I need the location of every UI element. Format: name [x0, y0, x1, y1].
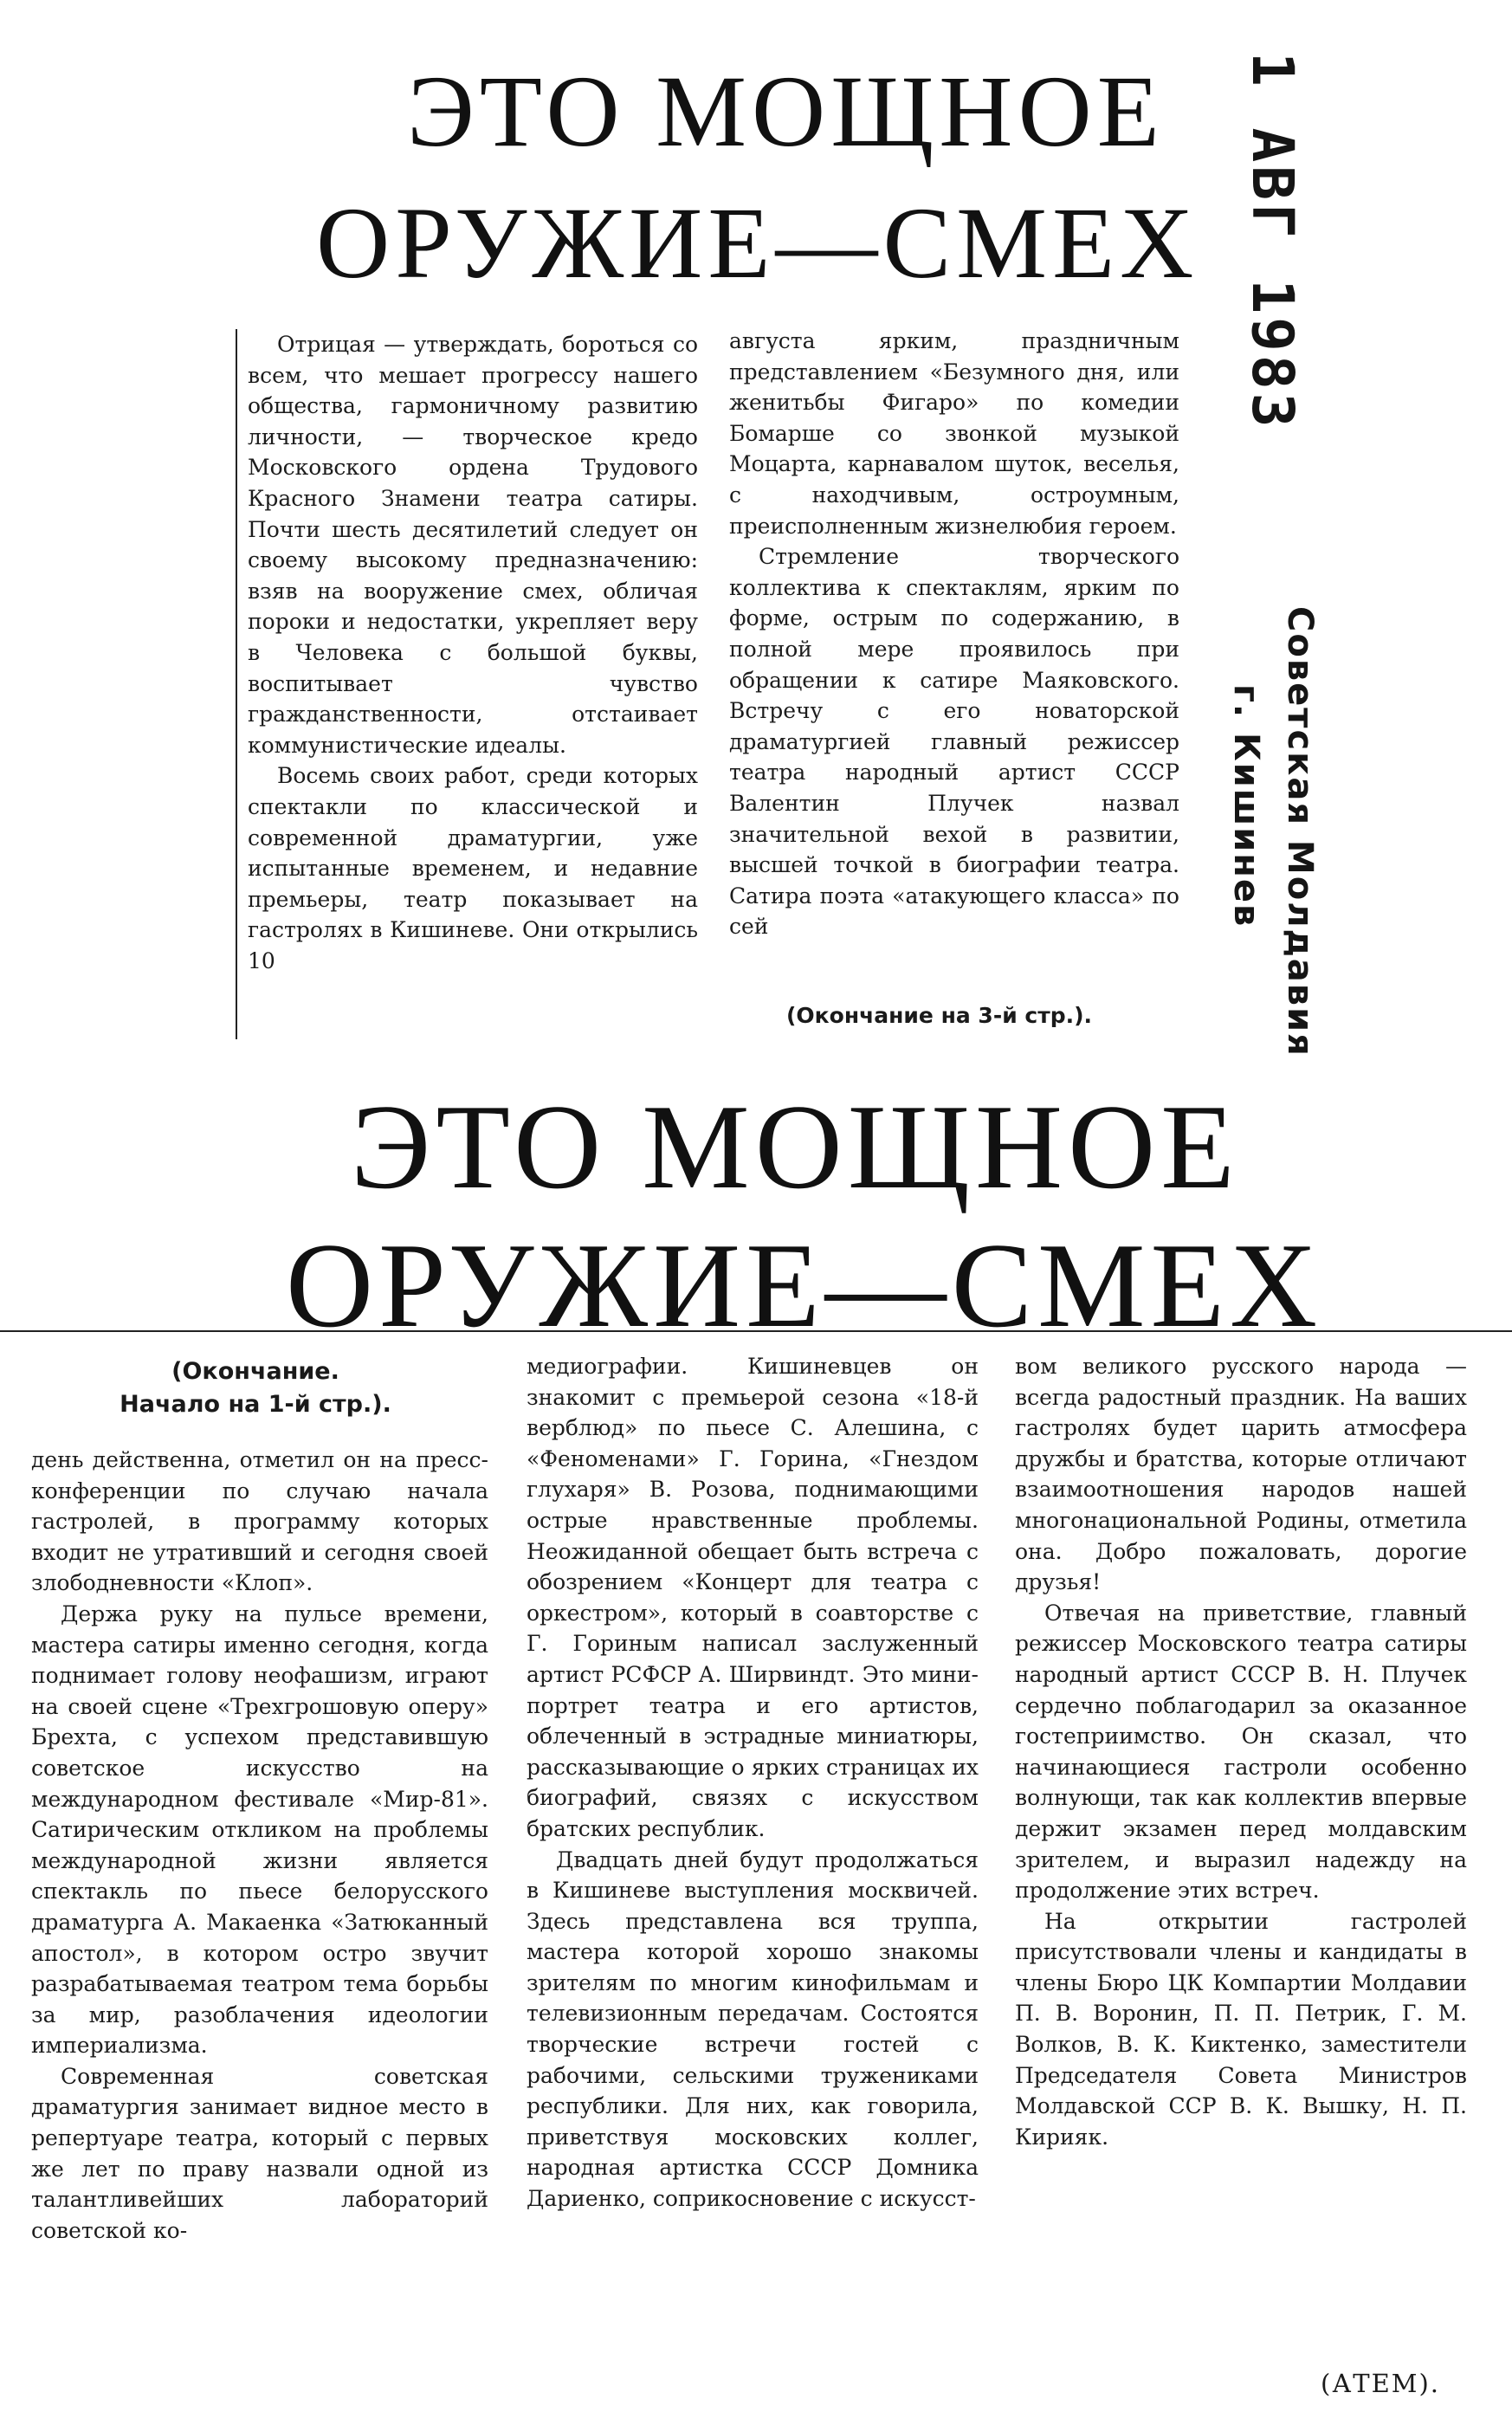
clip2-col1-paragraph: Держа руку на пульсе времени, мастера сатиры именно сегодня, когда поднимает голову неофашизм, играют на своей сцене «Трехгрошовую оперу» Брехта, с успехом представившую советское искусство на международном фестивале «Мир-81». Сатирическим откликом на проблемы международной жизни является спектакль по пьесе белорусского драматурга А. Макаенка «Затюканный апостол», в котором остро звучит разрабатываемая театром тема борьбы за мир, разоблачения идеологии империализма.	[31, 1600, 488, 2059]
clip2-col3-paragraph: вом великого русского народа — всегда радостный праздник. На ваших гастролях будет царить атмосфера дружбы и братства, которые отличают взаимоотношения народов нашей многонациональной Родины, отметила она. Добро пожаловать, дорогие друзья!	[1015, 1354, 1467, 1595]
clipping-edge-left	[236, 329, 237, 1039]
date-stamp: 1 АВГ 1983	[1239, 52, 1306, 431]
headline-2-line1: ЭТО МОЩНОЕ	[351, 1080, 1240, 1214]
clip2-continued-header	[26, 1355, 485, 1421]
city-stamp: г. Кишинев	[1226, 684, 1266, 928]
clip1-col2-paragraph: Стремление творческого коллектива к спектаклям, ярким по форме, острым по содержанию, в полной мере проявилось при обращении к сатире Маяковского. Встречу с его новаторской драматургией главный режиссер театра народный артист СССР Валентин Плучек назвал значительной вехой в развитии, высшей точкой в биографии театра. Сатира поэта «атакующего класса» по сей	[729, 544, 1179, 940]
clip2-col3-paragraph: На открытии гастролей присутствовали члены и кандидаты в члены Бюро ЦК Компартии Молдавии П. В. Воронин, П. П. Петрик, Г. М. Волков, В. К. Киктенко, заместители Председателя Совета Министров Молдавской ССР В. К. Вышку, Н. П. Кирияк.	[1015, 1908, 1467, 2150]
clip2-column-3	[1015, 1351, 1467, 2152]
headline-1-line2: ОРУЖИЕ—СМЕХ	[316, 186, 1199, 300]
clip2-column-1	[31, 1445, 488, 2246]
clip2-continued-line1: (Окончание.	[171, 1358, 339, 1385]
clip1-col2-paragraph: августа ярким, праздничным представлением «Безумного дня, или женитьбы Фигаро» по комедии Бомарше со звонкой музыкой Моцарта, карнавалом шуток, веселья, с находчивым, остроумным, преисполненным жизнелюбия героем.	[729, 328, 1179, 539]
newspaper-stamp: Советская Молдавия	[1280, 606, 1320, 1057]
clip2-col1-paragraph: Современная советская драматургия занимает видное место в репертуаре театра, который с первых же лет по праву назвали одной из талантливейших лабораторий советской ко-	[31, 2063, 488, 2243]
clip2-col3-paragraph: Отвечая на приветствие, главный режиссер Московского театра сатиры народный артист СССР В. Н. Плучек сердечно поблагодарил за оказанное гостеприимство. Он сказал, что начинающиеся гастроли особенно волнующи, так как коллектив впервые держит экзамен перед молдавским зрителем, и выразил надежду на продолжение этих встреч.	[1015, 1600, 1467, 1904]
agency-signature: (АТЕМ).	[1321, 2369, 1441, 2398]
clip2-column-2	[527, 1351, 979, 2215]
clip1-continued-note: (Окончание на 3-й стр.).	[786, 1003, 1093, 1028]
clip1-col1-paragraph: Восемь своих работ, среди которых спектакли по классической и современной драматургии, уже испытанные временем, и недавние премьеры, театр показывает на гастролях в Кишиневе. Они открылись 10	[248, 763, 698, 973]
clip2-col2-paragraph: медиографии. Кишиневцев он знакомит с премьерой сезона «18-й верблюд» по пьесе С. Алешина, с «Феноменами» Г. Горина, «Гнездом глухаря» В. Розова, поднимающими острые нравственные проблемы. Неожиданной обещает быть встреча с обозрением «Концерт для театра с оркестром», который в соавторстве с Г. Гориным написал заслуженный артист РСФСР А. Ширвиндт. Это мини-портрет театра и его артистов, облеченный в эстрадные миниатюры, рассказывающие о ярких страницах их биографий, связях с искусством братских республик.	[527, 1354, 979, 1841]
clip1-column-2	[729, 326, 1179, 942]
clip1-col1-paragraph: Отрицая — утверждать, бороться со всем, что мешает прогрессу нашего общества, гармоничному развитию личности, — творческое кредо Московского ордена Трудового Красного Знамени театра сатиры. Почти шесть десятилетий следует он своему высокому предназначению: взяв на вооружение смех, обличая пороки и недостатки, укрепляет веру в Человека с большой буквы, воспитывает чувство гражданственности, отстаивает коммунистические идеалы.	[248, 332, 698, 758]
clip2-continued-line2: Начало на 1-й стр.).	[120, 1391, 391, 1418]
clip2-col1-paragraph: день действенна, отметил он на пресс-конференции по случаю начала гастролей, в программу которых входит не утративший и сегодня своей злободневности «Клоп».	[31, 1447, 488, 1596]
headline-1-line1: ЭТО МОЩНОЕ	[407, 55, 1165, 168]
headline-2-line2: ОРУЖИЕ—СМЕХ	[286, 1219, 1323, 1353]
clip2-col2-paragraph: Двадцать дней будут продолжаться в Кишиневе выступления москвичей. Здесь представлена вся труппа, мастера которой хорошо знакомы зрителям по многим кинофильмам и телевизионным передачам. Состоятся творческие встречи гостей с рабочими, сельскими тружениками республики. Для них, как говорила, приветствуя московских коллег, народная артистка СССР Домника Дариенко, соприкосновение с искусст-	[527, 1846, 979, 2212]
clip1-column-1	[248, 329, 698, 976]
